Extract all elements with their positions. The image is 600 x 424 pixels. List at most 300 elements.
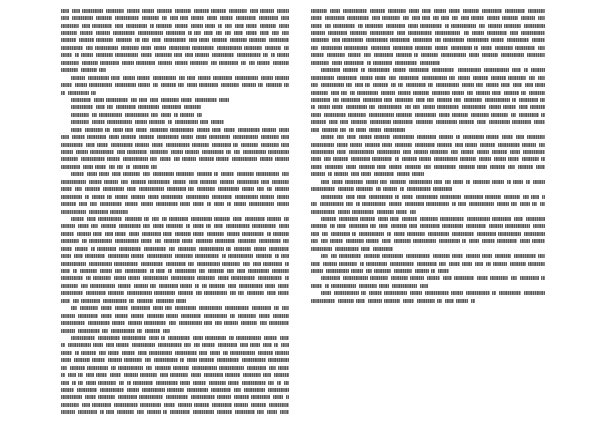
word [341,91,347,95]
paragraph [61,7,289,74]
word [406,83,426,87]
word [250,9,258,13]
word [461,16,469,20]
word [61,83,72,87]
word [373,247,393,251]
word [71,172,84,176]
word [138,83,150,87]
word [225,31,231,35]
word [410,276,424,280]
word [115,16,139,20]
word [218,187,239,191]
text-line [61,193,289,200]
word [214,224,223,228]
word [158,343,182,347]
word [125,202,138,206]
word [486,262,491,266]
word [170,373,188,377]
word [100,410,104,414]
word [153,172,174,176]
word [61,262,86,266]
word [417,135,436,139]
word [258,83,263,87]
word [445,299,454,303]
word [188,262,194,266]
word [452,113,468,117]
word [76,150,88,154]
word [153,76,176,80]
word [434,180,442,184]
word [311,262,320,266]
word [405,105,411,109]
word [510,262,526,266]
word [80,31,93,35]
word [501,53,524,57]
word [85,128,103,132]
word [260,321,267,325]
word [74,254,83,258]
word [467,91,473,95]
word [466,180,470,184]
word [214,202,224,206]
word [111,143,133,147]
word [332,61,342,65]
word [374,53,393,57]
word [71,98,91,102]
word [243,373,261,377]
word [180,202,190,206]
word [98,395,115,399]
word [151,165,157,169]
word [199,38,209,42]
word [243,150,266,154]
word [115,195,128,199]
word [463,9,479,13]
word [264,336,277,340]
word [127,381,131,385]
word [152,143,163,147]
word [356,128,366,132]
word [267,217,281,221]
word [109,135,119,139]
word [541,113,545,117]
word [332,180,343,184]
word [417,299,435,303]
word [225,373,240,377]
text-line [61,96,289,103]
word [144,247,166,251]
word [207,16,217,20]
word [219,98,229,102]
word [234,403,248,407]
word [464,98,482,102]
word [511,113,516,117]
text-line [61,319,289,326]
word [138,105,159,109]
word [409,224,417,228]
left-page-text-block [61,7,289,416]
word [227,202,231,206]
text-line [61,148,289,155]
word [382,143,392,147]
word [235,410,255,414]
word [95,46,118,50]
word [175,254,193,258]
word [484,68,509,72]
word [81,157,105,161]
word [127,150,147,154]
word [224,128,235,132]
word [181,314,201,318]
word [451,24,476,28]
text-line [61,230,289,237]
word [402,157,417,161]
word [377,150,400,154]
word [128,321,142,325]
word [229,9,247,13]
word [263,53,268,57]
text-line [61,141,289,148]
word [260,31,269,35]
text-line [61,111,289,118]
word [285,276,289,280]
word [460,157,476,161]
word [451,291,463,295]
word [78,410,97,414]
word [191,16,204,20]
word [332,38,340,42]
word [368,299,382,303]
word [395,98,413,102]
word [231,276,255,280]
word [370,31,394,35]
word [61,180,86,184]
word [150,24,154,28]
word [113,31,135,35]
word [350,143,362,147]
word [510,31,518,35]
word [79,202,87,206]
word [99,172,109,176]
word [348,113,366,117]
text-line [61,305,289,312]
word [122,61,134,65]
word [238,128,260,132]
word [489,224,503,228]
text-line [61,275,289,282]
text-line [311,148,545,155]
word [337,76,357,80]
word [534,120,545,124]
word [462,262,472,266]
word [328,172,332,176]
word [175,232,191,236]
word [216,31,222,35]
word [121,135,136,139]
word [462,239,466,243]
word [321,195,343,199]
word [131,98,137,102]
word [516,135,524,139]
word [189,180,198,184]
word [230,314,235,318]
word [311,31,325,35]
word [360,217,375,221]
word [469,202,494,206]
word [195,53,209,57]
word [169,247,175,251]
word [485,195,501,199]
word [374,172,394,176]
word [213,76,232,80]
word [174,113,178,117]
word [233,135,258,139]
text-line [61,14,289,21]
text-line [311,104,545,111]
word [61,291,83,295]
word [89,262,112,266]
word [150,98,158,102]
word [387,232,391,236]
word [119,224,141,228]
word [111,76,120,80]
paragraph [61,305,289,335]
word [123,157,148,161]
word [284,46,289,50]
word [197,276,215,280]
word [210,351,220,355]
word [128,276,140,280]
text-line [61,208,289,215]
word [263,373,271,377]
word [501,83,510,87]
word [449,9,460,13]
word [524,24,545,28]
word [81,284,88,288]
word [529,91,545,95]
word [224,321,238,325]
word [492,217,511,221]
text-line [61,394,289,401]
word [357,91,378,95]
word [191,373,201,377]
text-line [61,44,289,51]
word [170,410,190,414]
word [278,366,289,370]
word [349,150,374,154]
word [219,61,238,65]
word [279,128,289,132]
word [267,410,277,414]
word [482,53,498,57]
word [321,180,329,184]
text-line [311,44,545,51]
word [125,128,133,132]
word [139,395,163,399]
word [275,187,289,191]
word [525,83,533,87]
word [115,24,123,28]
word [330,239,343,243]
word [96,53,113,57]
word [61,210,86,214]
word [541,157,545,161]
word [267,291,276,295]
word [108,358,122,362]
word [156,381,178,385]
word [100,202,122,206]
word [466,291,490,295]
word [96,373,107,377]
word [347,135,356,139]
word [521,16,535,20]
word [198,76,211,80]
word [265,46,281,50]
text-line [311,282,545,289]
word [143,172,150,176]
word [274,343,278,347]
text-line [61,29,289,36]
word [369,195,393,199]
word [333,157,348,161]
word [364,254,380,258]
word [139,187,164,191]
word [352,210,374,214]
word [193,410,214,414]
word [236,336,261,340]
word [343,9,367,13]
word [373,83,388,87]
word [497,239,517,243]
word [473,76,488,80]
paragraph [61,171,289,216]
word [341,98,360,102]
text-line [311,126,545,133]
word [123,172,140,176]
word [505,224,530,228]
text-line [61,245,289,252]
word [226,247,231,251]
word [242,83,256,87]
word [259,239,281,243]
word [236,16,256,20]
word [334,172,348,176]
text-line [61,327,289,334]
word [241,61,246,65]
word [343,276,368,280]
word [522,143,536,147]
word [156,299,174,303]
word [311,83,318,87]
text-line [61,89,289,96]
word [80,269,97,273]
paragraph [61,126,289,171]
word [352,232,356,236]
word [79,38,94,42]
text-line [61,186,289,193]
word [87,217,96,221]
word [197,128,210,132]
word [269,403,289,407]
word [227,232,240,236]
word [515,46,535,50]
word [145,358,151,362]
word [451,46,472,50]
word [376,187,381,191]
word [390,38,410,42]
word [147,314,164,318]
word [141,239,152,243]
word [311,91,328,95]
paragraph [61,334,289,416]
word [327,53,345,57]
word [199,358,214,362]
word [61,388,74,392]
word [393,120,413,124]
word [440,195,461,199]
text-line [311,290,545,297]
word [495,46,513,50]
word [61,91,65,95]
paragraph [311,178,545,193]
word [360,262,364,266]
word [324,113,346,117]
word [519,113,539,117]
word [166,395,188,399]
word [415,46,432,50]
word [505,9,525,13]
word [530,105,545,109]
text-line [61,312,289,319]
word [220,16,233,20]
word [412,16,420,20]
word [366,239,379,243]
word [369,291,382,295]
word [538,16,545,20]
word [116,343,129,347]
word [471,16,484,20]
word [277,195,289,199]
word [202,150,224,154]
word [410,291,422,295]
word [390,217,399,221]
text-line [311,171,545,178]
word [86,276,91,280]
word [150,128,168,132]
word [453,180,463,184]
word [498,143,520,147]
word [93,343,103,347]
word [402,217,417,221]
word [267,232,271,236]
word [511,202,517,206]
word [283,239,289,243]
word [532,38,545,42]
word [480,143,495,147]
word [311,46,318,50]
word [520,202,530,206]
word [107,195,112,199]
word [274,373,289,377]
word [416,120,433,124]
word [144,321,166,325]
text-line [61,342,289,349]
text-line [311,59,545,66]
word [114,276,126,280]
word [73,299,79,303]
word [61,9,69,13]
word [333,98,339,102]
